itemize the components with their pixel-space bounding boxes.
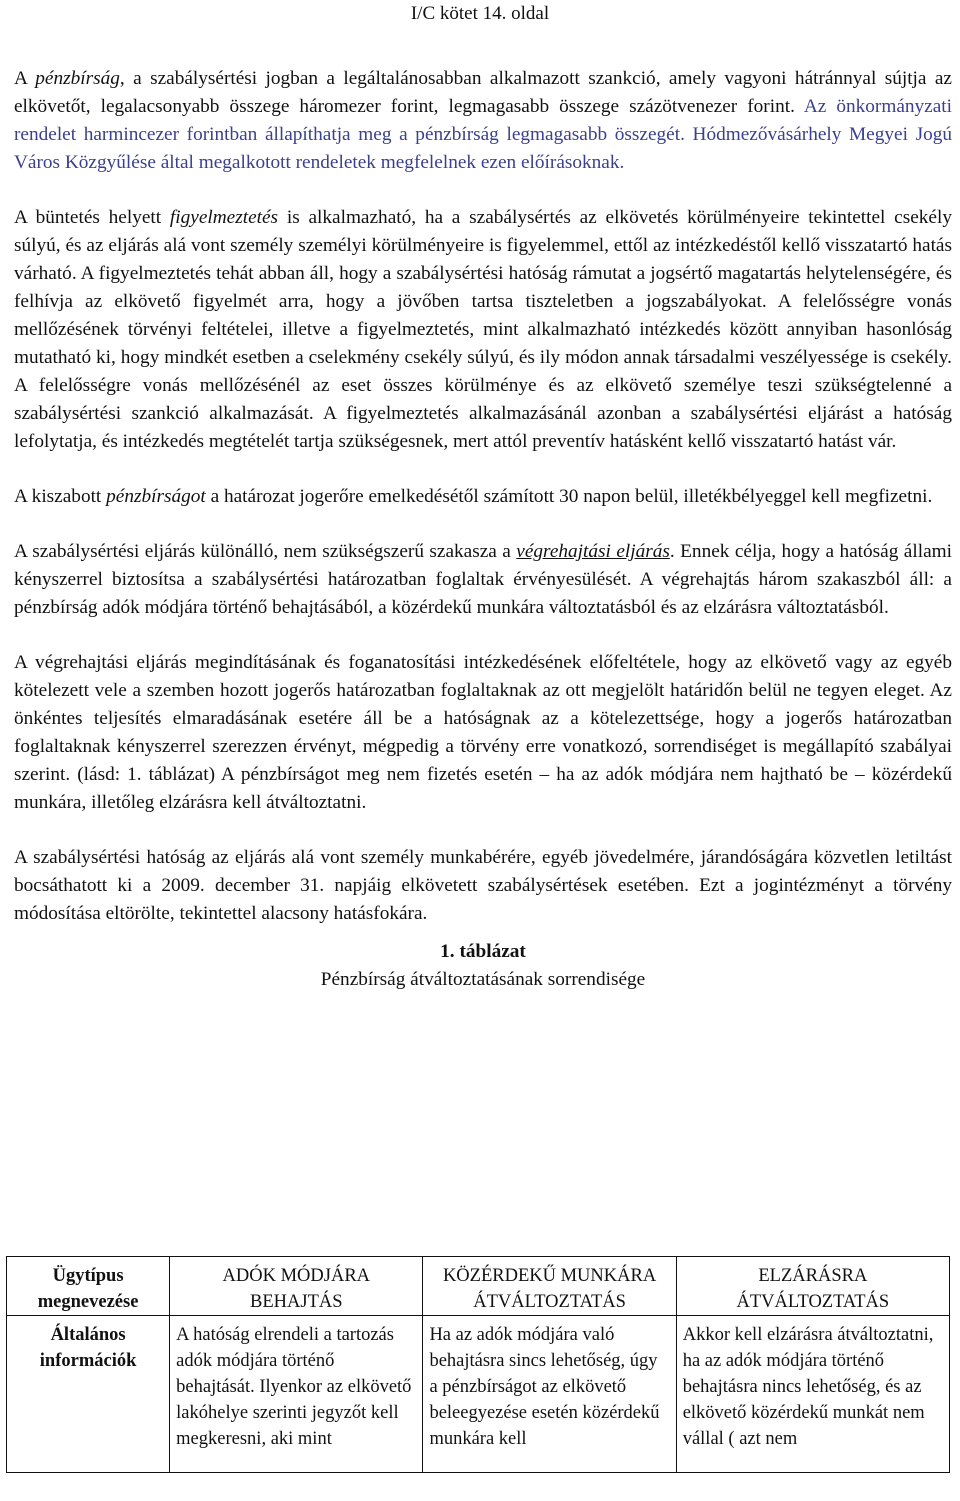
text: is alkalmazható, ha a szabálysértés az elkövetés körülményeire tekintettel csekély súlyú, és az eljárás alá vont személy személyi körülményeire is figyelemmel, ettől az intézkedéstől kellő visszatartó hatás várható. A figyelmeztetés tehát abban áll, hogy a szabálysértési hatóság rámutat a jogsértő magatartás helytelenségére, és felhívja az elkövető figyelmét arra, hogy a jövőben tartsa tiszteletben a jogszabályokat. A felelősségre vonás mellőzésének törvényi feltételei, illetve a figyelmeztetés, mint alkalmazható intézkedés között annyiban hasonlóság mutatható ki, hogy mindkét esetben a cselekmény csekély súlyú, és ily módon annak társadalmi veszélyessége is csekély. A felelősségre vonás mellőzésénél az eset összes körülménye és az elkövető személye teszi szükségtelenné a szabálysértési szankció alkalmazását. A figyelmeztetés alkalmazásánál azonban a szabálysértési eljárást a hatóság lefolytatja, és intézkedés megtételét tartja szükségesnek, mert attól preventív hatásként kellő visszatartó hatást vár. <box>14 207 952 452</box>
table-row <box>7 1316 950 1473</box>
text: A végrehajtási eljárás megindításának és foganatosítási intézkedésének előfeltétele, hogy az elkövető vagy az egyéb kötelezett vele a szemben hozott jogerős határozatban foglaltaknak az ott megjelölt határidőn belül ne tegyen eleget. Az önkéntes teljesítés elmaradásának esetére áll be a hatóságnak az a kötelezettsége, hogy a jogerős határozatban foglaltaknak kényszerrel szerezzen érvényt, mégpedig a törvény erre vonatkozó, sorrendiséget is megállapító szabályai szerint. (lásd: 1. táblázat) A pénzbírságot meg nem fizetés esetén – ha az adók módjára nem hajtható be – közérdekű munkára, illetőleg elzárásra kell átváltoztatni. <box>14 652 952 813</box>
text: . Ennek célja, hogy a hatóság állami kényszerrel biztosítsa a szabálysértési határozatban foglaltak érvényesülését. A végrehajtás három szakaszból áll: a pénzbírság adók módjára történő behajtásából, a közérdekű munkára változtatásból és az elzárásra változtatásból. <box>14 541 952 618</box>
paragraph-figyelmeztetes <box>14 204 952 456</box>
text: A büntetés helyett <box>14 207 170 228</box>
conversion-order-table <box>6 1256 950 1473</box>
table-caption <box>14 938 952 966</box>
paragraph-letiltas <box>14 844 952 928</box>
document-body <box>14 65 952 994</box>
paragraph-penzbirsag <box>14 65 952 177</box>
paragraph-megindítas <box>14 649 952 817</box>
col-header-public-work: KÖZÉRDEKŰ MUNKÁRA ÁTVÁLTOZTATÁS <box>423 1257 676 1316</box>
text: A <box>14 68 36 89</box>
paragraph-kiszabott <box>14 483 952 511</box>
text: A szabálysértési hatóság az eljárás alá vont személy munkabérére, egyéb jövedelmére, járandóságára közvetlen letiltást bocsáthatott ki a 2009. december 31. napjáig elkövetett szabálysértések esetében. Ezt a jogintézményt a törvény módosítása eltörölte, tekintettel alacsony hatásfokára. <box>14 847 952 924</box>
text-highlighted: Hódmezővásárhely Megyei Jogú Város Közgyűlése által megalkotott rendeletek megfelelnek ezen előírásoknak. <box>14 124 952 173</box>
row-header-type: Ügytípus megnevezése <box>7 1257 170 1316</box>
term-penzbirsag: pénzbírság <box>35 68 120 89</box>
table-row <box>7 1257 950 1316</box>
cell-tax-collection-info: A hatóság elrendeli a tartozás adók módjára történő behajtását. Ilyenkor az elkövető lakóhelye szerinti jegyzőt kell megkeresni, aki mint <box>170 1316 423 1473</box>
cell-public-work-info: Ha az adók módjára való behajtásra sincs lehetőség, úgy a pénzbírságot az elkövető beleegyezése esetén közérdekű munkára kell <box>423 1316 676 1473</box>
row-header-info: Általános információk <box>7 1316 170 1473</box>
col-header-detention: ELZÁRÁSRA ÁTVÁLTOZTATÁS <box>676 1257 949 1316</box>
page-label: I/C kötet 14. oldal <box>410 3 550 24</box>
page-header <box>0 2 960 26</box>
text: , a szabálysértési jogban a legáltalánosabban alkalmazott szankció, amely vagyoni hátránnyal sújtja az elkövetőt, legalacsonyabb összege háromezer forint, legmagasabb összege százötvenezer forint. <box>14 68 952 117</box>
col-header-tax-collection: ADÓK MÓDJÁRA BEHAJTÁS <box>170 1257 423 1316</box>
term-penzbirsagot: pénzbírságot <box>106 486 206 507</box>
text: A szabálysértési eljárás különálló, nem szükségszerű szakasza a <box>14 541 517 562</box>
term-figyelmeztetes: figyelmeztetés <box>169 207 279 228</box>
term-vegrehajtasi-eljaras: végrehajtási eljárás <box>516 541 670 562</box>
text: a határozat jogerőre emelkedésétől számított 30 napon belül, illetékbélyeggel kell megfizetni. <box>205 486 933 507</box>
table-title-text: Pénzbírság átváltoztatásának sorrendisége <box>320 969 646 990</box>
cell-detention-info: Akkor kell elzárásra átváltoztatni, ha az adók módjára történő behajtásra nincs lehetőség, és az elkövető közérdekű munkát nem vállal ( azt nem <box>676 1316 949 1473</box>
text-highlighted: Az önkormányzati rendelet harmincezer forintban állapíthatja meg a pénzbírság legmagasabb összegét. <box>14 96 953 145</box>
table-title <box>14 966 952 994</box>
table-number: 1. táblázat <box>440 941 526 962</box>
text: A kiszabott <box>14 486 107 507</box>
paragraph-vegrehajtas <box>14 538 952 622</box>
